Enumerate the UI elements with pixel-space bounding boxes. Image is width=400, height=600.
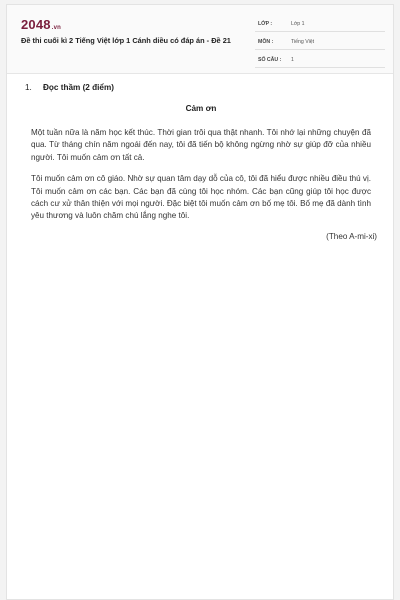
document-page bbox=[6, 4, 394, 600]
meta-row-subject bbox=[255, 35, 385, 50]
document-title: Đề thi cuối kì 2 Tiếng Việt lớp 1 Cánh diều có đáp án - Đề 21 bbox=[21, 36, 231, 45]
meta-value-question-count: 1 bbox=[291, 57, 294, 63]
passage-title: Cảm ơn bbox=[185, 104, 217, 113]
meta-value-grade: Lớp 1 bbox=[291, 21, 305, 27]
passage-paragraph-1: Một tuần nữa là năm học kết thúc. Thời gian trôi qua thật nhanh. Tôi nhớ lại những chuyện đã qua. Từ tháng chín năm ngoái đến nay, tôi đã tiến bộ không ngừng nhờ sự giúp đỡ của nhiều người. Tôi muốn cảm ơn tất cả. bbox=[31, 128, 371, 162]
meta-label-question-count: SỐ CÂU : bbox=[258, 57, 282, 63]
meta-row-grade bbox=[255, 17, 385, 32]
question-heading-text: Đọc thầm (2 điểm) bbox=[43, 83, 114, 92]
document-meta bbox=[255, 17, 385, 71]
passage-source: (Theo A-mi-xi) bbox=[326, 231, 377, 241]
question-number: 1. bbox=[25, 83, 32, 92]
meta-value-subject: Tiếng Việt bbox=[291, 39, 315, 45]
logo-suffix-text: .vn bbox=[51, 25, 62, 31]
meta-label-grade: LỚP : bbox=[258, 21, 273, 27]
site-logo[interactable] bbox=[21, 17, 61, 32]
question-heading bbox=[21, 83, 381, 92]
question-content bbox=[21, 83, 381, 241]
document-header bbox=[7, 5, 393, 74]
meta-row-question-count bbox=[255, 53, 385, 68]
logo-main-text: 2048 bbox=[21, 17, 51, 32]
passage-paragraph-2: Tôi muốn cảm ơn cô giáo. Nhờ sự quan tâm dạy dỗ của cô, tôi đã hiểu được nhiều điều thú vị. Tôi muốn cảm ơn các bạn. Các bạn đã cùng tôi học nhóm. Các bạn cũng giúp tôi học được cách cư xử thân thiện với mọi người. Đặc biệt tôi muốn cảm ơn bố mẹ tôi. Bố mẹ đã dành tình yêu thương và luôn chăm chú lắng nghe tôi. bbox=[31, 174, 371, 221]
meta-label-subject: MÔN : bbox=[258, 39, 274, 45]
